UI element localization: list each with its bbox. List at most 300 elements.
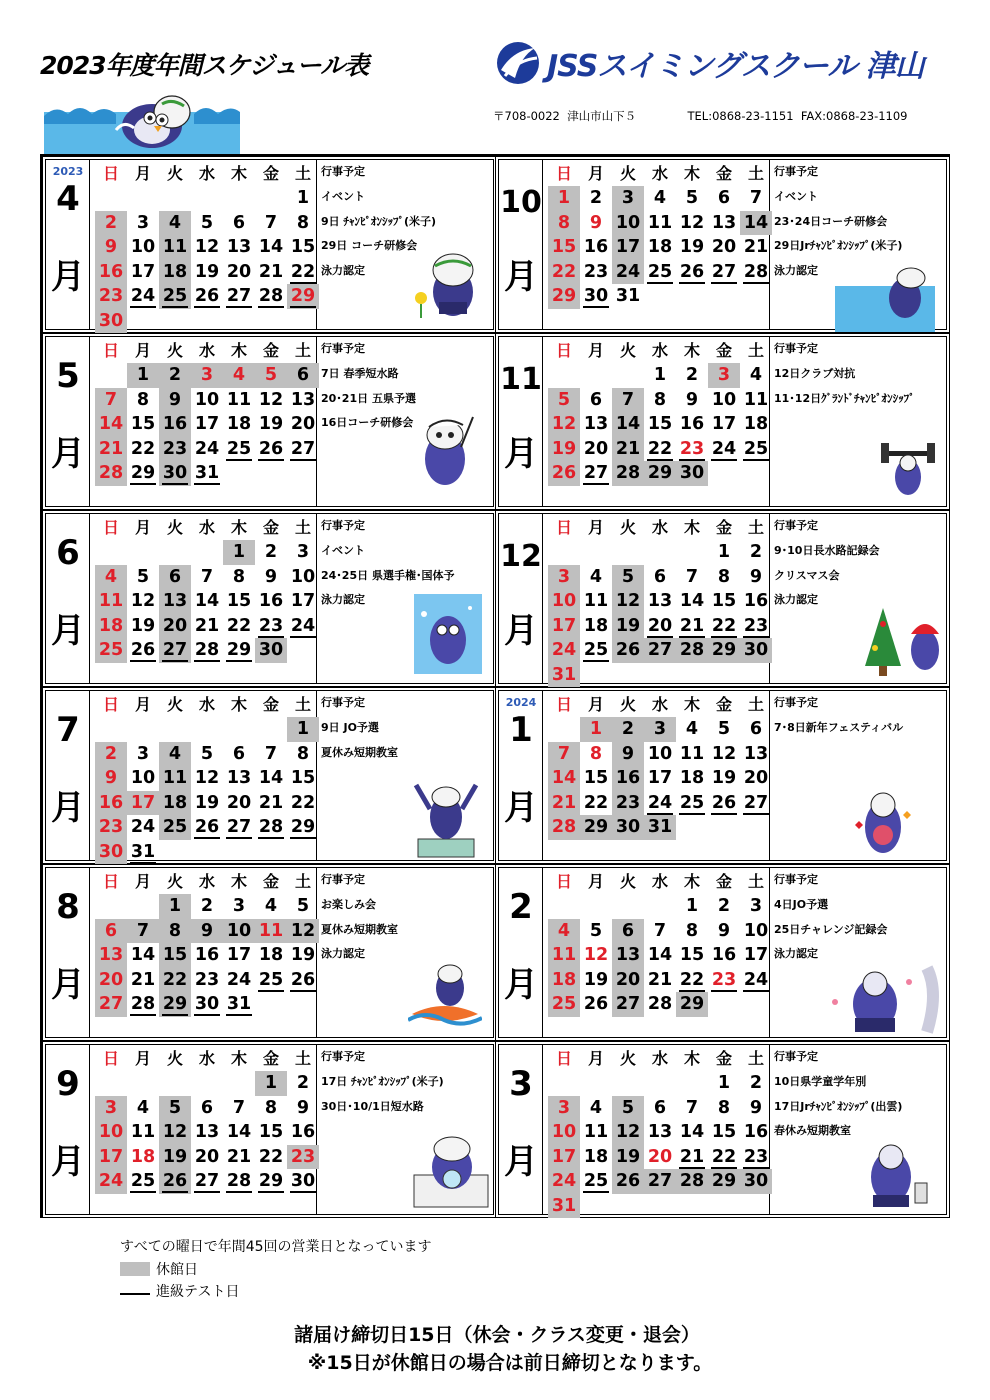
month-label-column xyxy=(499,868,543,1037)
day-number: 3 xyxy=(557,1097,571,1118)
day-cell xyxy=(580,565,612,590)
weekday-header: 金 xyxy=(262,1049,279,1068)
day-number: 24 xyxy=(290,615,316,636)
day-number: 15 xyxy=(711,1122,737,1142)
day-cell xyxy=(287,1120,319,1145)
day-number: 10 xyxy=(615,212,641,233)
day-cell xyxy=(159,388,191,413)
weekday-header: 土 xyxy=(747,1049,764,1068)
day-number: 6 xyxy=(717,188,731,208)
day-number: 2 xyxy=(717,896,731,916)
day-number: 26 xyxy=(615,1171,641,1191)
event-item: クリスマス会 xyxy=(774,568,840,582)
day-cell xyxy=(676,211,708,236)
events-column xyxy=(771,1045,946,1214)
day-number: 27 xyxy=(98,994,124,1014)
weekday-header: 土 xyxy=(747,164,764,183)
day-cell xyxy=(159,815,191,840)
day-number: 8 xyxy=(717,1097,731,1118)
day-cell xyxy=(708,260,740,285)
day-number: 25 xyxy=(162,286,188,306)
weekday-header: 月 xyxy=(134,164,151,183)
day-cell xyxy=(548,260,580,285)
weekday-header: 月 xyxy=(134,518,151,537)
day-cell xyxy=(740,260,772,285)
day-number: 20 xyxy=(743,768,769,788)
day-number: 30 xyxy=(583,286,609,306)
day-cell xyxy=(644,260,676,285)
day-cell xyxy=(548,992,580,1017)
mascot-illustration xyxy=(881,441,935,501)
day-number: 22 xyxy=(647,438,673,459)
day-cell xyxy=(191,1096,223,1121)
day-number: 11 xyxy=(551,945,577,965)
day-number: 27 xyxy=(290,438,316,459)
day-cell xyxy=(223,742,255,767)
weekday-header: 金 xyxy=(262,164,279,183)
day-cell xyxy=(223,894,255,919)
legend-test-label: 進級テスト日 xyxy=(156,1284,240,1300)
day-number: 20 xyxy=(290,414,316,434)
postal-code: 〒708-0022 xyxy=(493,109,560,123)
day-number: 12 xyxy=(551,414,577,434)
day-number: 6 xyxy=(168,566,182,587)
day-cell xyxy=(287,791,319,816)
day-cell xyxy=(676,186,708,211)
day-cell xyxy=(580,919,612,944)
day-cell xyxy=(708,1145,740,1170)
day-number: 28 xyxy=(98,463,124,483)
day-number: 29 xyxy=(290,286,316,306)
event-item: 泳力認定 xyxy=(321,947,365,960)
day-number: 31 xyxy=(615,286,641,306)
month-panel-3 xyxy=(495,1041,950,1218)
day-number: 1 xyxy=(589,719,603,739)
event-item: 7日 春季短水路 xyxy=(321,367,399,380)
day-cell xyxy=(255,235,287,260)
day-cell xyxy=(740,540,772,565)
day-number: 10 xyxy=(290,566,316,587)
day-number: 11 xyxy=(162,237,188,257)
day-number: 3 xyxy=(232,896,246,916)
day-cell xyxy=(548,638,580,663)
day-cell xyxy=(644,815,676,840)
month-panel-8 xyxy=(42,864,497,1041)
day-cell xyxy=(127,992,159,1017)
day-number: 5 xyxy=(168,1097,182,1118)
day-cell xyxy=(191,235,223,260)
day-number: 23 xyxy=(743,1146,769,1167)
day-cell xyxy=(95,1096,127,1121)
day-cell xyxy=(223,540,255,565)
day-number: 23 xyxy=(290,1146,316,1167)
month-panel-frame xyxy=(45,159,494,330)
swimmer-logo-icon xyxy=(495,40,541,86)
events-column xyxy=(318,514,493,683)
day-number: 27 xyxy=(162,640,188,660)
day-number: 19 xyxy=(711,768,737,788)
day-number: 26 xyxy=(583,994,609,1014)
day-number: 6 xyxy=(589,389,603,410)
day-cell xyxy=(548,968,580,993)
day-cell xyxy=(740,412,772,437)
day-cell xyxy=(676,766,708,791)
day-number: 25 xyxy=(583,1171,609,1191)
weekday-header: 月 xyxy=(587,1049,604,1068)
day-number: 10 xyxy=(711,389,737,410)
day-number: 22 xyxy=(258,1146,284,1167)
day-cell xyxy=(127,388,159,413)
day-number: 7 xyxy=(685,1097,699,1118)
weekday-header: 金 xyxy=(715,518,732,537)
weekday-header: 日 xyxy=(555,518,572,537)
day-cell xyxy=(223,565,255,590)
deadline-exception-note: ※15日が休館日の場合は前日締切となります。 xyxy=(307,1352,713,1374)
day-number: 2 xyxy=(749,1073,763,1093)
events-column xyxy=(318,868,493,1037)
day-cell xyxy=(191,791,223,816)
day-cell xyxy=(644,363,676,388)
month-panel-4 xyxy=(42,156,497,333)
events-column xyxy=(318,160,493,329)
day-number: 23 xyxy=(615,792,641,813)
contact-address xyxy=(493,108,908,124)
day-number: 27 xyxy=(194,1171,220,1191)
day-cell xyxy=(159,1145,191,1170)
day-number: 11 xyxy=(743,389,769,410)
day-cell xyxy=(287,742,319,767)
day-number: 22 xyxy=(290,261,316,282)
day-cell xyxy=(255,260,287,285)
day-number: 17 xyxy=(647,768,673,788)
weekday-header: 日 xyxy=(555,164,572,183)
day-cell xyxy=(223,992,255,1017)
month-calendar xyxy=(544,868,770,1037)
day-number: 3 xyxy=(621,188,635,208)
day-cell xyxy=(548,1145,580,1170)
weekday-header: 日 xyxy=(555,341,572,360)
day-cell xyxy=(708,388,740,413)
day-number: 17 xyxy=(194,414,220,434)
day-number: 30 xyxy=(98,310,124,331)
day-cell xyxy=(612,717,644,742)
day-number: 3 xyxy=(296,542,310,562)
event-item: 泳力認定 xyxy=(774,263,818,277)
day-cell xyxy=(223,235,255,260)
day-cell xyxy=(612,284,644,309)
day-number: 28 xyxy=(647,994,673,1014)
day-cell xyxy=(708,1120,740,1145)
day-number: 28 xyxy=(679,1171,705,1191)
weekday-header: 木 xyxy=(230,341,247,360)
day-cell xyxy=(676,1169,708,1194)
day-number: 9 xyxy=(717,920,731,941)
day-number: 16 xyxy=(194,945,220,965)
day-cell xyxy=(159,1096,191,1121)
day-cell xyxy=(287,717,319,742)
day-number: 1 xyxy=(136,365,150,385)
month-label-column xyxy=(46,337,90,506)
day-cell xyxy=(676,461,708,486)
day-cell xyxy=(644,235,676,260)
day-cell xyxy=(548,943,580,968)
day-cell xyxy=(223,1169,255,1194)
day-number: 2 xyxy=(104,212,118,233)
weekday-header: 火 xyxy=(619,695,636,714)
day-number: 4 xyxy=(557,920,571,941)
weekday-header: 水 xyxy=(651,695,668,714)
weekday-header: 土 xyxy=(747,695,764,714)
day-number: 5 xyxy=(621,1097,635,1118)
mascot-illustration xyxy=(408,958,482,1032)
day-cell xyxy=(287,1096,319,1121)
day-cell xyxy=(644,614,676,639)
day-number: 27 xyxy=(226,817,252,837)
weekday-header: 火 xyxy=(619,518,636,537)
day-number: 28 xyxy=(226,1171,252,1191)
day-cell xyxy=(255,614,287,639)
day-cell xyxy=(191,943,223,968)
day-cell xyxy=(159,791,191,816)
day-cell xyxy=(159,565,191,590)
day-cell xyxy=(580,235,612,260)
business-days-note: すべての曜日で年間45回の営業日となっています xyxy=(120,1239,432,1255)
events-column xyxy=(771,160,946,329)
day-number: 26 xyxy=(615,640,641,660)
day-cell xyxy=(676,943,708,968)
day-cell xyxy=(95,766,127,791)
day-cell xyxy=(95,309,127,334)
day-cell xyxy=(548,614,580,639)
day-number: 24 xyxy=(551,640,577,660)
day-number: 8 xyxy=(296,212,310,233)
month-number: 4 xyxy=(56,179,80,219)
month-panel-frame xyxy=(498,336,947,507)
weekday-header: 金 xyxy=(715,872,732,891)
day-number: 2 xyxy=(749,542,763,562)
day-number: 15 xyxy=(583,768,609,788)
day-number: 20 xyxy=(615,969,641,990)
day-number: 18 xyxy=(162,261,188,282)
month-panel-2 xyxy=(495,864,950,1041)
day-number: 24 xyxy=(130,286,156,306)
day-cell xyxy=(740,186,772,211)
month-label-column xyxy=(499,514,543,683)
day-cell xyxy=(708,791,740,816)
day-cell xyxy=(548,1096,580,1121)
day-cell xyxy=(580,284,612,309)
day-cell xyxy=(644,1120,676,1145)
day-number: 29 xyxy=(679,994,705,1014)
weekday-header: 金 xyxy=(262,872,279,891)
day-cell xyxy=(708,614,740,639)
day-cell xyxy=(548,235,580,260)
fax-number: FAX:0868-23-1109 xyxy=(800,109,908,123)
day-number: 7 xyxy=(557,743,571,764)
day-number: 28 xyxy=(551,817,577,837)
day-number: 26 xyxy=(162,1171,188,1191)
day-number: 13 xyxy=(647,1122,673,1142)
day-cell xyxy=(127,1169,159,1194)
day-number: 30 xyxy=(162,463,188,483)
weekday-header: 日 xyxy=(102,872,119,891)
month-calendar xyxy=(544,1045,770,1214)
weekday-header: 金 xyxy=(715,695,732,714)
weekday-header: 木 xyxy=(230,518,247,537)
event-item: 9日 ﾁｬﾝﾋﾟｵﾝｼｯﾌﾟ(米子) xyxy=(321,214,437,228)
day-cell xyxy=(95,614,127,639)
day-number: 25 xyxy=(743,438,769,459)
day-number: 10 xyxy=(226,920,252,941)
day-number: 17 xyxy=(711,414,737,434)
day-number: 20 xyxy=(194,1146,220,1167)
day-cell xyxy=(255,815,287,840)
day-cell xyxy=(223,943,255,968)
day-cell xyxy=(191,211,223,236)
weekday-header: 水 xyxy=(651,1049,668,1068)
day-cell xyxy=(580,461,612,486)
weekday-header: 金 xyxy=(715,341,732,360)
day-number: 23 xyxy=(583,261,609,282)
day-number: 18 xyxy=(743,414,769,434)
day-number: 16 xyxy=(98,792,124,813)
day-cell xyxy=(95,235,127,260)
day-number: 16 xyxy=(711,945,737,965)
day-number: 5 xyxy=(264,365,278,385)
weekday-header: 水 xyxy=(198,695,215,714)
day-number: 12 xyxy=(583,945,609,965)
day-number: 16 xyxy=(258,591,284,611)
day-cell xyxy=(548,284,580,309)
day-cell xyxy=(612,742,644,767)
day-number: 19 xyxy=(615,1146,641,1167)
day-cell xyxy=(287,186,319,211)
day-number: 18 xyxy=(647,237,673,257)
day-number: 4 xyxy=(685,719,699,739)
month-label-column xyxy=(499,1045,543,1214)
day-number: 3 xyxy=(200,365,214,385)
events-header: 行事予定 xyxy=(774,342,818,355)
day-cell xyxy=(548,388,580,413)
day-number: 9 xyxy=(264,566,278,587)
day-cell xyxy=(287,1071,319,1096)
day-cell xyxy=(676,919,708,944)
day-number: 20 xyxy=(583,438,609,459)
weekday-header: 金 xyxy=(262,695,279,714)
day-cell xyxy=(612,815,644,840)
day-number: 11 xyxy=(258,920,284,941)
day-number: 4 xyxy=(104,566,118,587)
day-cell xyxy=(159,638,191,663)
day-cell xyxy=(255,437,287,462)
event-item: 29日Jrﾁｬﾝﾋﾟｵﾝｼｯﾌﾟ(米子) xyxy=(774,239,903,252)
weekday-header: 水 xyxy=(198,518,215,537)
day-cell xyxy=(708,363,740,388)
day-cell xyxy=(644,791,676,816)
day-cell xyxy=(159,968,191,993)
day-cell xyxy=(548,766,580,791)
day-number: 9 xyxy=(104,768,118,788)
day-number: 24 xyxy=(647,792,673,813)
day-cell xyxy=(191,1120,223,1145)
day-number: 1 xyxy=(264,1073,278,1093)
day-cell xyxy=(740,766,772,791)
weekday-header: 木 xyxy=(683,341,700,360)
day-number: 29 xyxy=(647,463,673,483)
weekday-header: 日 xyxy=(555,872,572,891)
day-number: 28 xyxy=(258,286,284,306)
day-cell xyxy=(159,766,191,791)
day-number: 12 xyxy=(615,1122,641,1142)
day-number: 6 xyxy=(621,920,635,941)
day-number: 28 xyxy=(679,640,705,660)
day-number: 2 xyxy=(685,365,699,385)
events-header: 行事予定 xyxy=(774,1050,818,1063)
weekday-header: 土 xyxy=(294,518,311,537)
month-number: 3 xyxy=(509,1064,533,1104)
event-item: 春休み短期教室 xyxy=(774,1124,851,1137)
day-number: 1 xyxy=(653,365,667,385)
events-column xyxy=(771,514,946,683)
day-cell xyxy=(644,717,676,742)
month-calendar xyxy=(91,514,317,683)
month-number: 1 xyxy=(509,710,533,750)
day-cell xyxy=(223,638,255,663)
day-number: 29 xyxy=(711,1171,737,1191)
day-cell xyxy=(223,968,255,993)
day-number: 30 xyxy=(743,640,769,660)
day-cell xyxy=(612,919,644,944)
day-cell xyxy=(159,284,191,309)
month-kanji: 月 xyxy=(51,965,85,1005)
day-cell xyxy=(191,461,223,486)
day-number: 12 xyxy=(679,212,705,233)
day-cell xyxy=(644,1096,676,1121)
day-number: 5 xyxy=(200,743,214,764)
logo-text: JSSスイミングスクール 津山 xyxy=(547,49,924,84)
month-label-column xyxy=(46,160,90,329)
day-number: 22 xyxy=(162,969,188,990)
weekday-header: 木 xyxy=(683,872,700,891)
day-number: 8 xyxy=(168,920,182,941)
day-cell xyxy=(740,968,772,993)
day-number: 24 xyxy=(743,969,769,990)
day-number: 7 xyxy=(685,566,699,587)
day-number: 16 xyxy=(290,1122,316,1142)
day-cell xyxy=(612,766,644,791)
day-cell xyxy=(676,565,708,590)
day-cell xyxy=(95,260,127,285)
day-number: 13 xyxy=(98,945,124,965)
day-number: 27 xyxy=(647,1171,673,1191)
day-number: 12 xyxy=(615,591,641,611)
day-number: 20 xyxy=(162,615,188,636)
day-cell xyxy=(740,589,772,614)
day-number: 30 xyxy=(679,463,705,483)
day-cell xyxy=(580,1145,612,1170)
event-item: 25日チャレンジ記録会 xyxy=(774,922,888,936)
day-cell xyxy=(191,412,223,437)
day-cell xyxy=(612,992,644,1017)
day-cell xyxy=(223,1145,255,1170)
day-cell xyxy=(644,437,676,462)
day-cell xyxy=(644,992,676,1017)
day-cell xyxy=(548,1194,580,1219)
day-cell xyxy=(95,638,127,663)
weekday-header: 火 xyxy=(619,341,636,360)
mascot-illustration xyxy=(413,407,477,495)
month-kanji: 月 xyxy=(504,257,538,297)
